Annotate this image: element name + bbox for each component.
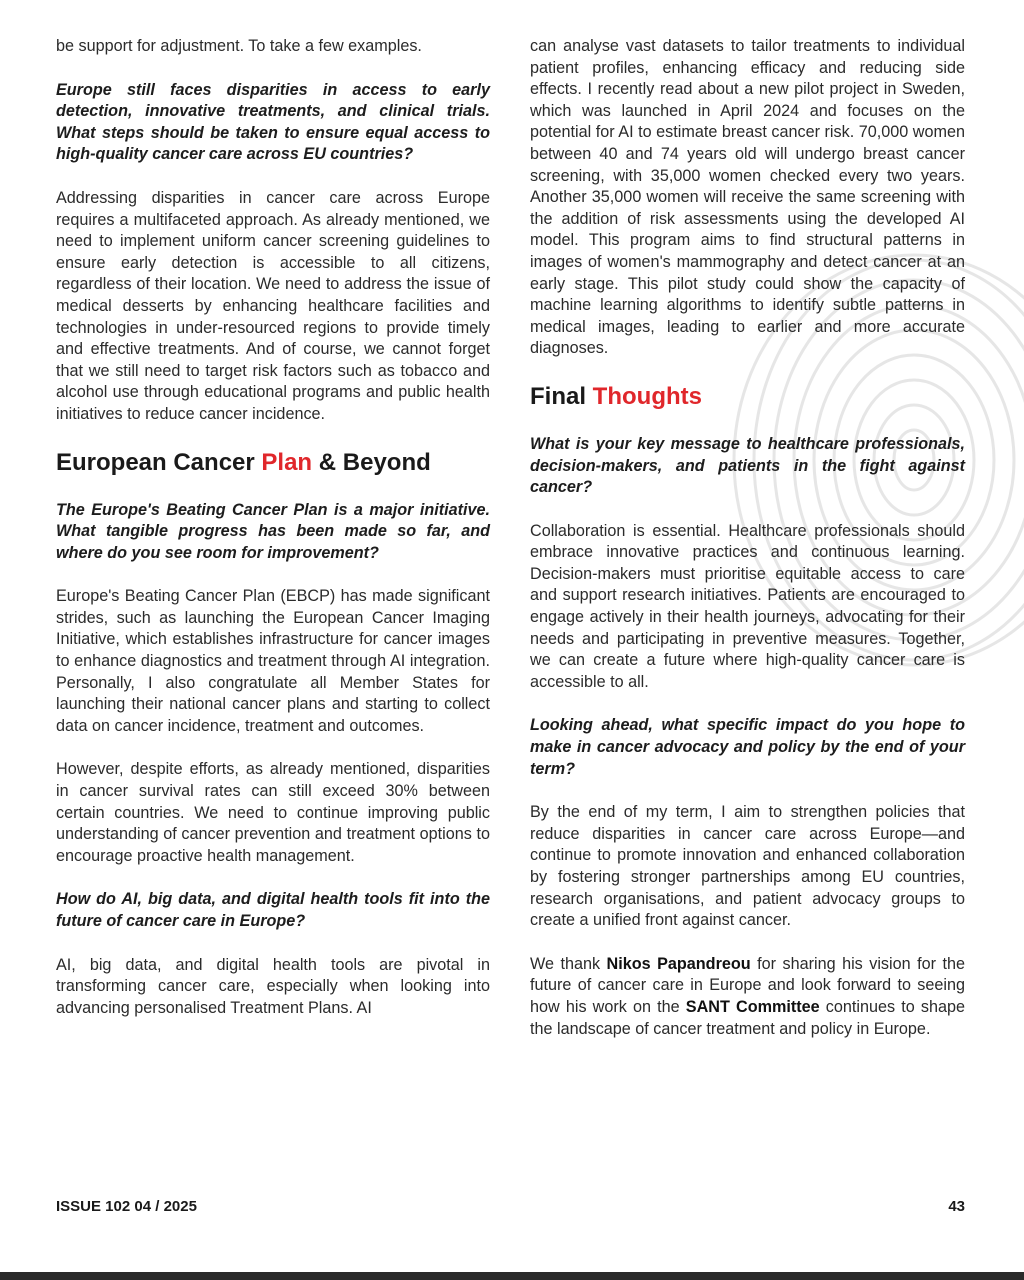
heading-text: Final: [530, 382, 593, 410]
heading-text: European Cancer: [56, 448, 262, 476]
question-key-message: What is your key message to healthcare professionals, decision-makers, and patients in the fight against cancer?: [530, 434, 965, 497]
answer-cancer-plan: Europe's Beating Cancer Plan (EBCP) has made significant strides, such as launching the European Cancer Imaging Initiative, which establishes infrastructure for cancer images to enhance diagnostics and treatment through AI integration. Personally, I also congratulate all Member States for launching their national cancer plans and starting to collect data on cancer incidence, treatment and outcomes.: [56, 587, 490, 735]
interviewee-name: Nikos Papandreou: [606, 954, 751, 973]
answer-ai-big-data-continued: can analyse vast datasets to tailor treatments to individual patient profiles, enhancing efficacy and reducing side effects. I recently read about a new pilot project in Sweden, which was launched in April 2024 and focuses on the potential for AI to estimate breast cancer risk. 70,000 women between 40 and 74 years old will undergo breast cancer screening, with 35,000 women checked every two years. Another 35,000 women will receive the same screening with the addition of risk assessments using the developed AI model. This program aims to find structural patterns in images of women's mammography and detect cancer at an early stage. This pilot study could show the capacity of machine learning algorithms to identify subtle patterns in medical images, leading to earlier and more accurate diagnoses.: [530, 37, 965, 358]
answer-key-message: Collaboration is essential. Healthcare professionals should embrace innovative practices and continuous learning. Decision-makers must prioritise equitable access to care and support research initiatives. Patients are encouraged to engage actively in their health journeys, advocating for their needs and participating in preventive measures. Together, we can create a future where high-quality cancer care is accessible to all.: [530, 521, 965, 691]
left-column: [56, 36, 490, 1019]
section-heading-cancer-plan: [56, 448, 490, 478]
heading-accent: Thoughts: [592, 382, 702, 410]
right-column: [530, 36, 965, 1040]
committee-name: SANT Committee: [685, 997, 820, 1016]
answer-cancer-plan-continued: However, despite efforts, as already mentioned, disparities in cancer survival rates can still exceed 30% between certain countries. We need to continue improving public understanding of cancer prevention and treatment options to encourage proactive health management.: [56, 760, 490, 865]
issue-label: ISSUE 102 04 / 2025: [56, 1198, 197, 1215]
thanks-text: continues to shape the landscape of cancer treatment and policy in Europe.: [530, 997, 965, 1038]
closing-thanks: [530, 954, 965, 1040]
page-number: 43: [948, 1198, 965, 1215]
answer-disparities: Addressing disparities in cancer care across Europe requires a multifaceted approach. As already mentioned, we need to implement uniform cancer screening guidelines to ensure early detection is accessible to all citizens, regardless of their location. We need to address the issue of medical desserts by enhancing healthcare facilities and technologies in under-resourced regions to provide timely and effective treatments. And of course, we cannot forget that we still need to target risk factors such as tobacco and alcohol use through educational programs and public health initiatives to reduce cancer incidence.: [56, 188, 490, 423]
answer-ai-big-data: AI, big data, and digital health tools are pivotal in transforming cancer care, especially when looking into advancing personalised Treatment Plans. AI: [56, 955, 490, 1017]
question-cancer-plan: The Europe's Beating Cancer Plan is a major initiative. What tangible progress has been made so far, and where do you see room for improvement?: [56, 500, 490, 562]
heading-accent: Plan: [261, 448, 313, 476]
question-impact: Looking ahead, what specific impact do you hope to make in cancer advocacy and policy by the end of your term?: [530, 716, 965, 778]
thanks-text: We thank: [530, 954, 607, 973]
answer-impact: By the end of my term, I aim to strengthen policies that reduce disparities in cancer care across Europe—and continue to promote innovation and enhanced collaboration by fostering stronger partnerships among EU countries, research organisations, and patient advocacy groups to create a unified front against cancer.: [530, 803, 965, 930]
intro-paragraph: be support for adjustment. To take a few examples.: [56, 37, 422, 55]
heading-text-end: & Beyond: [312, 448, 431, 476]
bottom-border: [0, 1272, 1024, 1280]
section-heading-final-thoughts: [530, 382, 965, 412]
question-disparities: Europe still faces disparities in access to early detection, innovative treatments, and clinical trials. What steps should be taken to ensure equal access to high-quality cancer care across EU countries?: [56, 80, 490, 164]
thanks-text: for sharing his vision for the future of cancer care in Europe and look forward to seeing how his work on the: [530, 954, 965, 1016]
question-ai-big-data: How do AI, big data, and digital health tools fit into the future of cancer care in Europe?: [56, 890, 490, 930]
